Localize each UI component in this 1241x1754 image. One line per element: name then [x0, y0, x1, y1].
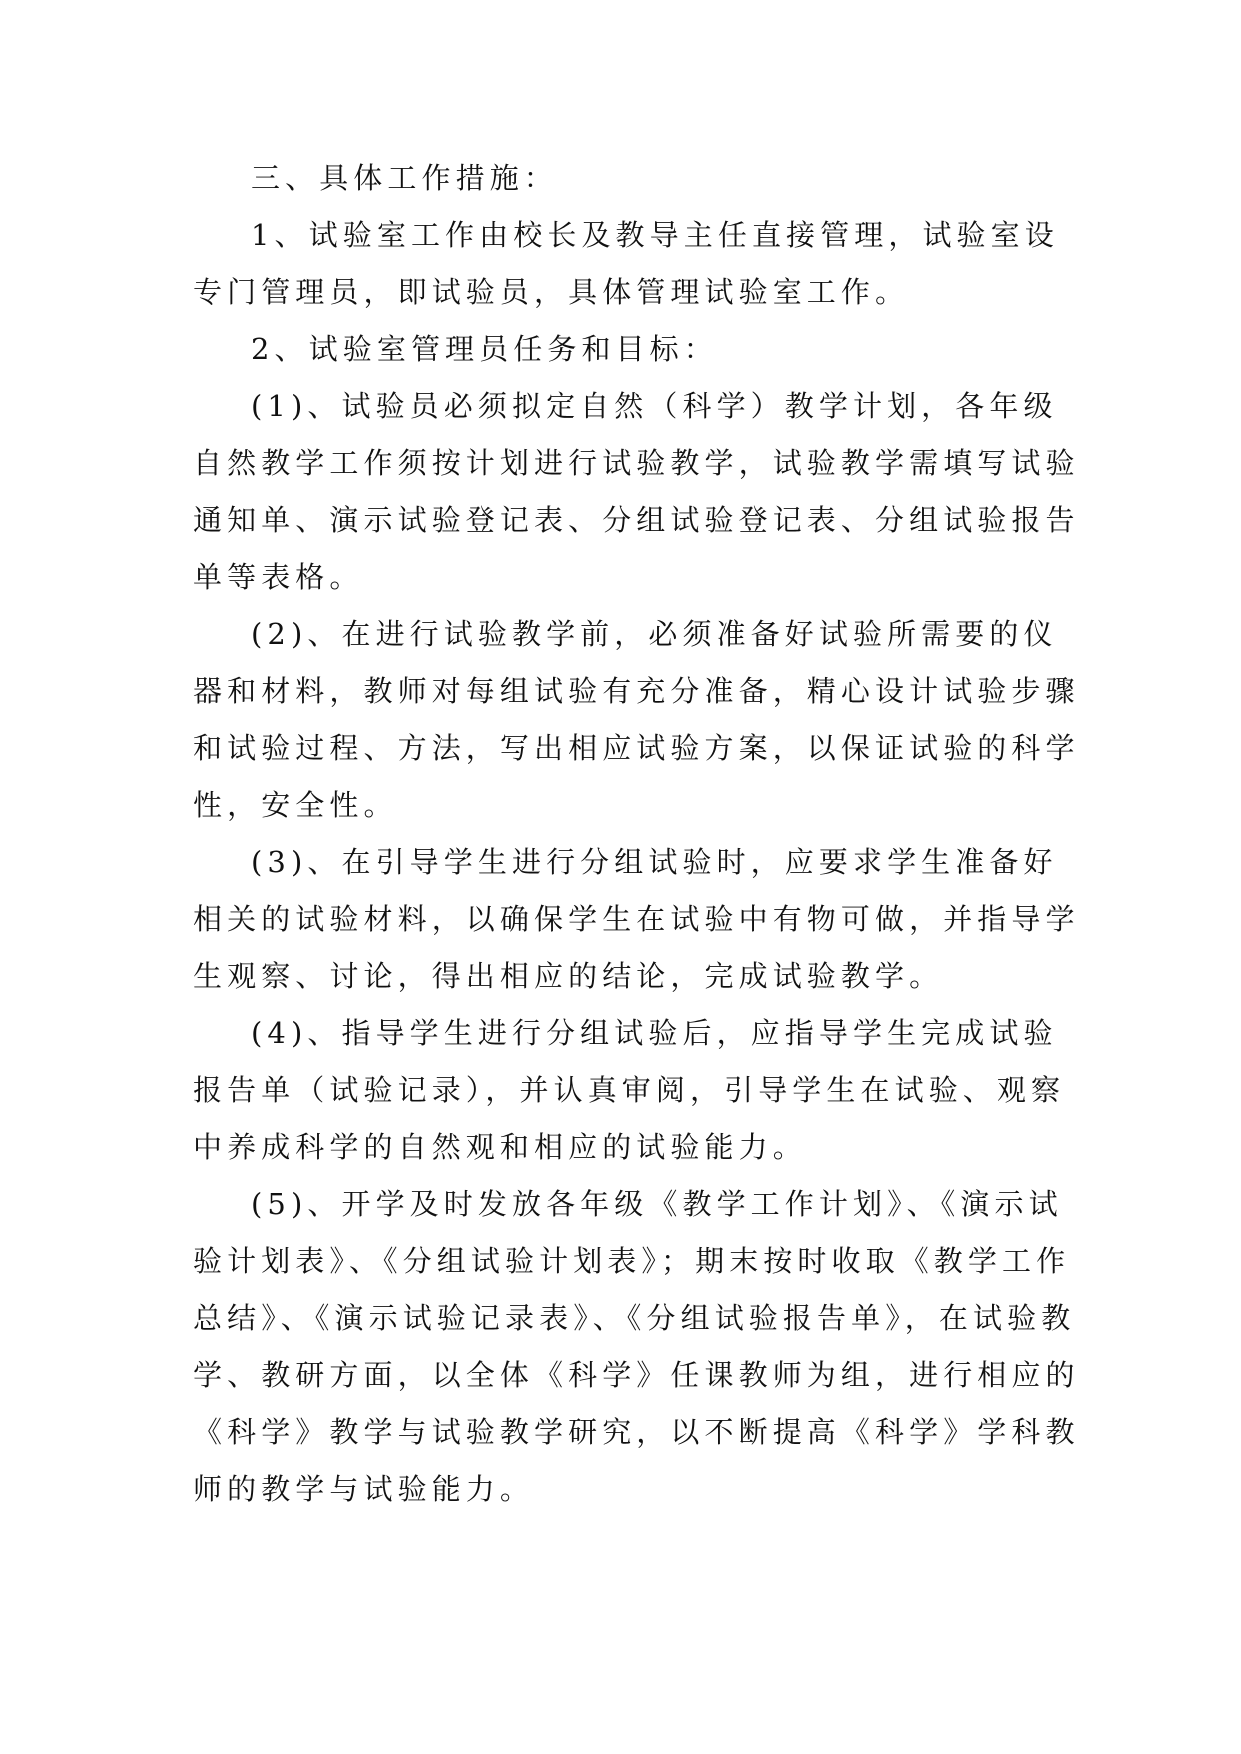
paragraph-2-line-1: 2、试验室管理员任务和目标：: [251, 332, 718, 366]
paragraph-2: [193, 321, 1053, 378]
paragraph-5-line-3: 生观察、讨论，得出相应的结论，完成试验教学。: [193, 959, 944, 993]
paragraph-1: [193, 207, 1059, 321]
paragraph-7-line-6: 师的教学与试验能力。: [193, 1472, 535, 1506]
paragraph-7-line-4: 学、教研方面，以全体《科学》任课教师为组，进行相应的: [193, 1358, 1080, 1392]
paragraph-7-line-5: 《科学》教学与试验教学研究，以不断提高《科学》学科教: [193, 1415, 1080, 1449]
paragraph-6-line-1: (4)、指导学生进行分组试验后，应指导学生完成试验: [251, 1016, 1058, 1050]
paragraph-4-line-3: 和试验过程、方法，写出相应试验方案，以保证试验的科学: [193, 731, 1080, 765]
paragraph-7-line-2: 验计划表》、《分组试验计划表》；期末按时收取《教学工作: [193, 1244, 1071, 1278]
heading-text: 三、具体工作措施：: [251, 161, 558, 195]
paragraph-3-line-1: (1)、试验员必须拟定自然（科学）教学计划，各年级: [251, 389, 1058, 423]
paragraph-4: [193, 606, 1080, 834]
paragraph-3: [193, 378, 1080, 606]
paragraph-3-line-2: 自然教学工作须按计划进行试验教学，试验教学需填写试验: [193, 446, 1080, 480]
paragraph-5: [193, 834, 1080, 1005]
paragraph-6: [193, 1005, 1066, 1176]
section-heading: [193, 150, 1053, 207]
paragraph-5-line-2: 相关的试验材料，以确保学生在试验中有物可做，并指导学: [193, 902, 1080, 936]
paragraph-4-line-4: 性，安全性。: [193, 788, 398, 822]
paragraph-7: [193, 1176, 1080, 1518]
paragraph-4-line-1: (2)、在进行试验教学前，必须准备好试验所需要的仪: [251, 617, 1058, 651]
paragraph-6-line-2: 报告单（试验记录），并认真审阅，引导学生在试验、观察: [193, 1073, 1066, 1107]
paragraph-7-line-3: 总结》、《演示试验记录表》、《分组试验报告单》，在试验教: [193, 1301, 1076, 1335]
paragraph-4-line-2: 器和材料，教师对每组试验有充分准备，精心设计试验步骤: [193, 674, 1080, 708]
document-body: [193, 150, 1080, 1518]
paragraph-1-line-1: 1、试验室工作由校长及教导主任直接管理，试验室设: [251, 218, 1059, 252]
paragraph-3-line-3: 通知单、演示试验登记表、分组试验登记表、分组试验报告: [193, 503, 1080, 537]
paragraph-7-line-1: (5)、开学及时发放各年级《教学工作计划》、《演示试: [251, 1187, 1063, 1221]
paragraph-5-line-1: (3)、在引导学生进行分组试验时，应要求学生准备好: [251, 845, 1058, 879]
paragraph-3-line-4: 单等表格。: [193, 560, 364, 594]
paragraph-6-line-3: 中养成科学的自然观和相应的试验能力。: [193, 1130, 807, 1164]
paragraph-1-line-2: 专门管理员，即试验员，具体管理试验室工作。: [193, 275, 910, 309]
